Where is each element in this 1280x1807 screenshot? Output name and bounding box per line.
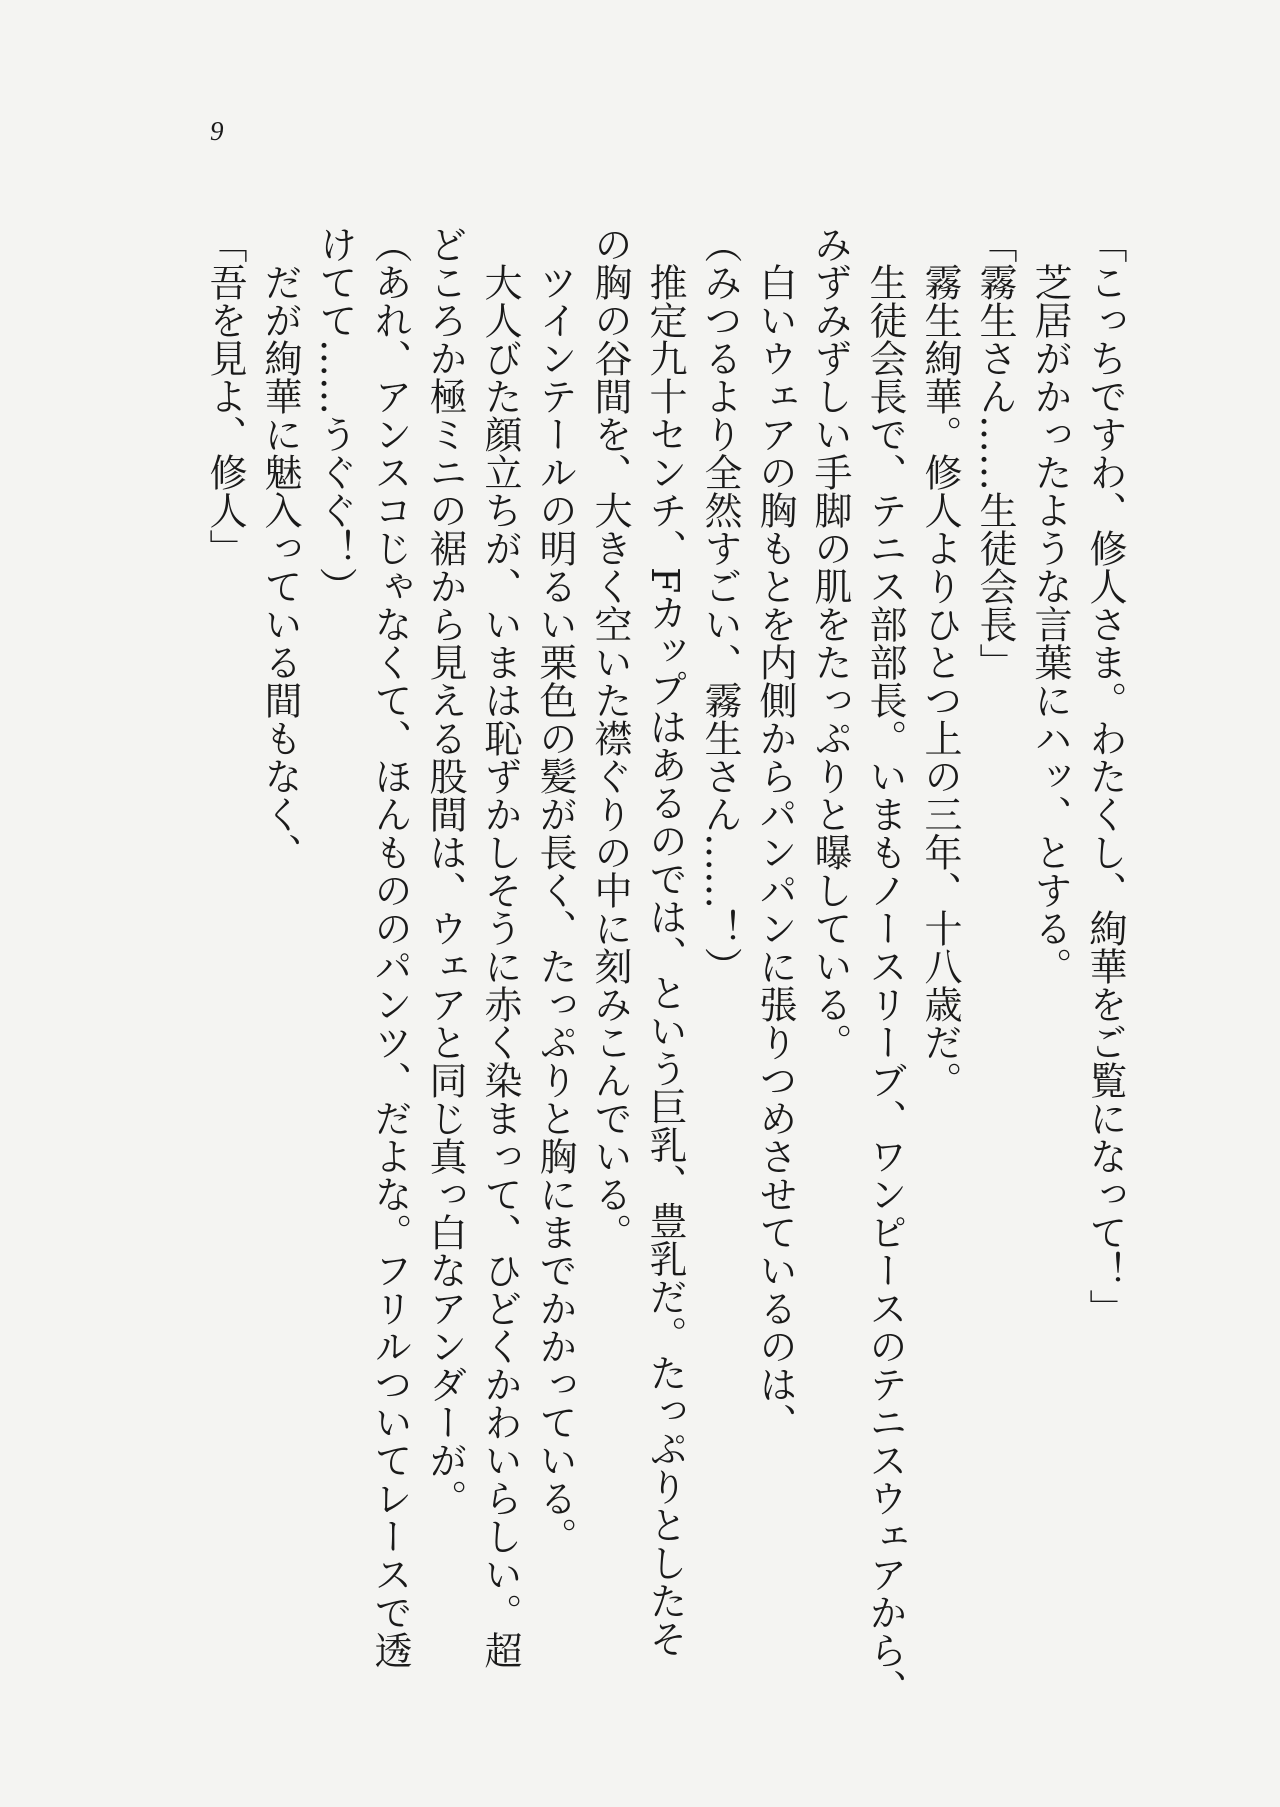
- text-line: 「こっちですわ、修人さま。わたくし、絢華をご覧になって！」: [1083, 225, 1127, 1327]
- text-line: けてて……うぐぐ！）: [313, 225, 357, 605]
- text-line: 霧生絢華。修人よりひとつ上の三年、十八歳だ。: [918, 263, 962, 1099]
- text-line: 芝居がかったような言葉にハッ、とする。: [1028, 263, 1072, 985]
- text-line: 大人びた顔立ちが、いまは恥ずかしそうに赤く染まって、ひどくかわいらしい。超: [478, 263, 522, 1669]
- text-line: ツインテールの明るい栗色の髪が長く、たっぷりと胸にまでかかっている。: [533, 263, 577, 1555]
- text-line: だが絢華に魅入っている間もなく、: [258, 263, 302, 871]
- text-line: 「吾を見よ、修人」: [203, 225, 247, 567]
- page-number: 9: [210, 116, 224, 146]
- text-line: 「霧生さん……生徒会長」: [973, 225, 1017, 681]
- vertical-text-body: [197, 225, 1132, 1745]
- text-line: 白いウェアの胸もとを内側からパンパンに張りつめさせているのは、: [753, 263, 797, 1441]
- text-line: どころか極ミニの裾から見える股間は、ウェアと同じ真っ白なアンダーが。: [423, 225, 467, 1517]
- text-line: （みつるより全然すごい、霧生さん……！）: [698, 225, 742, 985]
- text-line: の胸の谷間を、大きく空いた襟ぐりの中に刻みこんでいる。: [588, 225, 632, 1251]
- text-line: 生徒会長で、テニス部部長。いまもノースリーブ、ワンピースのテニスウェアから、: [863, 263, 907, 1707]
- text-line: （あれ、アンスコじゃなくて、ほんもののパンツ、だよな。フリルついてレースで透: [368, 225, 412, 1669]
- text-line: 推定九十センチ、Fカップはあるのでは、という巨乳、豊乳だ。たっぷりとしたそ: [643, 263, 687, 1658]
- text-line: みずみずしい手脚の肌をたっぷりと曝している。: [808, 225, 852, 1061]
